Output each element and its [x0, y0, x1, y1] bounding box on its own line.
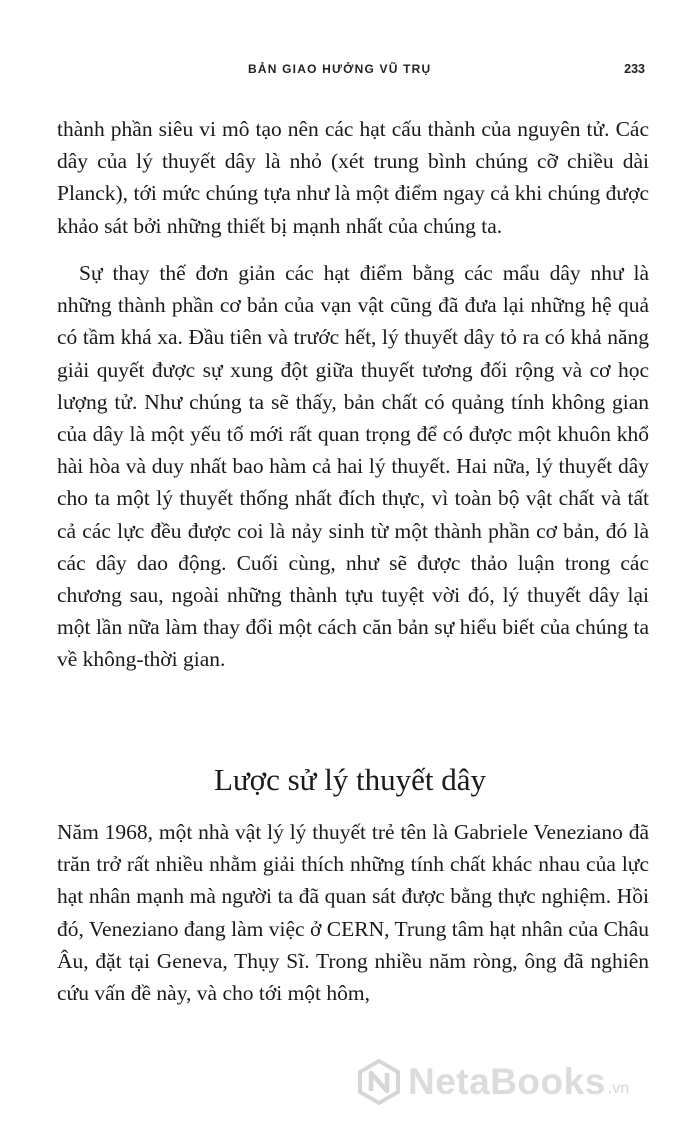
paragraph-main: [57, 257, 649, 676]
section-heading: Lược sử lý thuyết dây: [213, 762, 487, 797]
running-title: BẢN GIAO HƯỞNG VŨ TRỤ: [248, 62, 432, 76]
watermark-suffix: .vn: [607, 1080, 630, 1097]
page-number: 233: [624, 62, 645, 76]
paragraph-text: Năm 1968, một nhà vật lý lý thuyết trẻ tên là Gabriele Veneziano đã trăn trở rất nhiều nhằm giải thích những tính chất khác nhau của lực hạt nhân mạnh mà người ta đã quan sát được bằng thực nghiệm. Hồi đó, Veneziano đang làm việc ở CERN, Trung tâm hạt nhân của Châu Âu, đặt tại Geneva, Thụy Sĩ. Trong nhiều năm ròng, ông đã nghiên cứu vấn đề này, và cho tới một hôm,: [57, 820, 649, 1006]
paragraph-text: Sự thay thế đơn giản các hạt điểm bằng các mẩu dây như là những thành phần cơ bản của vạn vật cũng đã đưa lại những hệ quả có tầm khá xa. Đầu tiên và trước hết, lý thuyết dây tỏ ra có khả năng giải quyết được sự xung đột giữa thuyết tương đối rộng và cơ học lượng tử. Như chúng ta sẽ thấy, bản chất có quảng tính không gian của dây là một yếu tố mới rất quan trọng để có được một khuôn khổ hài hòa và duy nhất bao hàm cả hai lý thuyết. Hai nữa, lý thuyết dây cho ta một lý thuyết thống nhất đích thực, vì toàn bộ vật chất và tất cả các lực đều được coi là nảy sinh từ một thành phần cơ bản, đó là các dây dao động. Cuối cùng, như sẽ được thảo luận trong các chương sau, ngoài những thành tựu tuyệt vời đó, lý thuyết dây lại một lần nữa làm thay đổi một cách căn bản sự hiểu biết của chúng ta về không-thời gian.: [57, 261, 649, 672]
netabooks-logo-icon: [356, 1059, 402, 1105]
watermark-brand: NetaBooks: [408, 1061, 606, 1102]
publisher-watermark: [356, 1052, 696, 1112]
paragraph-text: thành phần siêu vi mô tạo nên các hạt cấu thành của nguyên tử. Các dây của lý thuyết dây là nhỏ (xét trung bình chúng cỡ chiều dài Planck), tới mức chúng tựa như là một điểm ngay cả khi chúng được khảo sát bởi những thiết bị mạnh nhất của chúng ta.: [57, 117, 649, 238]
section-paragraph: [57, 816, 649, 1009]
paragraph-continuation: [57, 113, 649, 242]
